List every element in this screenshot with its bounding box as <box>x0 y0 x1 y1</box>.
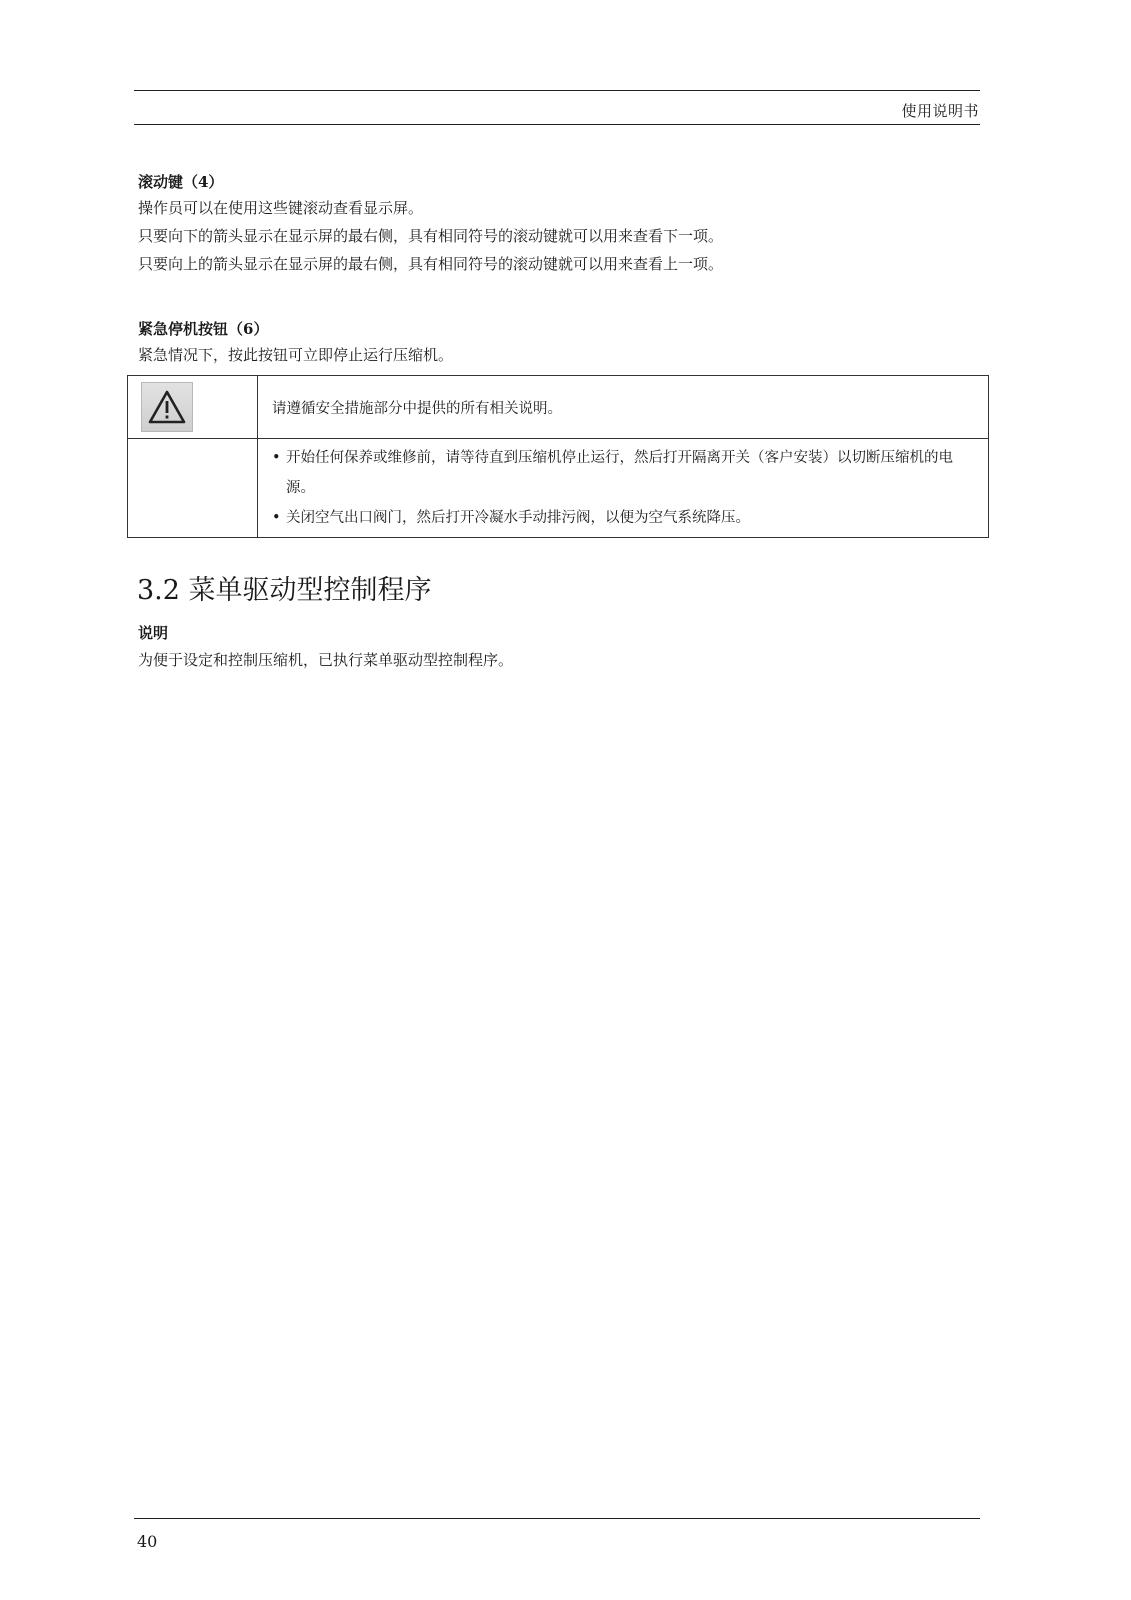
emergency-stop-heading: 紧急停机按钮（6） <box>138 320 269 338</box>
warning-bullet-1: • 开始任何保养或维修前，请等待直到压缩机停止运行，然后打开隔离开关（客户安装）以切断压缩机的电源。 <box>272 443 976 503</box>
header-title: 使用说明书 <box>901 102 979 120</box>
bullets-row <box>128 439 989 538</box>
warning-bullet-2: • 关闭空气出口阀门，然后打开冷凝水手动排污阀，以便为空气系统降压。 <box>272 503 976 533</box>
section-text: 为便于设定和控制压缩机，已执行菜单驱动型控制程序。 <box>138 651 514 669</box>
scroll-keys-line-2: 只要向下的箭头显示在显示屏的最右侧，具有相同符号的滚动键就可以用来查看下一项。 <box>138 227 724 245</box>
warning-table <box>127 375 989 538</box>
scroll-keys-line-3: 只要向上的箭头显示在显示屏的最右侧，具有相同符号的滚动键就可以用来查看上一项。 <box>138 255 724 273</box>
warning-triangle-icon <box>141 382 193 432</box>
warning-text-cell <box>258 376 989 439</box>
section-subheading: 说明 <box>138 624 169 642</box>
bullets-cell <box>258 439 989 538</box>
page-number: 40 <box>137 1532 158 1551</box>
scroll-keys-line-1: 操作员可以在使用这些键滚动查看显示屏。 <box>138 199 424 217</box>
header-rule-bottom <box>134 124 980 125</box>
warning-bullet-list <box>258 439 988 537</box>
warning-instruction-text: 请遵循安全措施部分中提供的所有相关说明。 <box>272 400 562 417</box>
warning-row <box>128 376 989 439</box>
warning-icon-cell <box>128 376 258 439</box>
section-title: 3.2 菜单驱动型控制程序 <box>137 575 432 606</box>
header-rule-top <box>134 90 980 91</box>
footer-rule <box>134 1518 980 1519</box>
emergency-stop-text: 紧急情况下，按此按钮可立即停止运行压缩机。 <box>138 346 454 364</box>
empty-cell <box>128 439 258 538</box>
scroll-keys-heading: 滚动键（4） <box>138 173 224 191</box>
